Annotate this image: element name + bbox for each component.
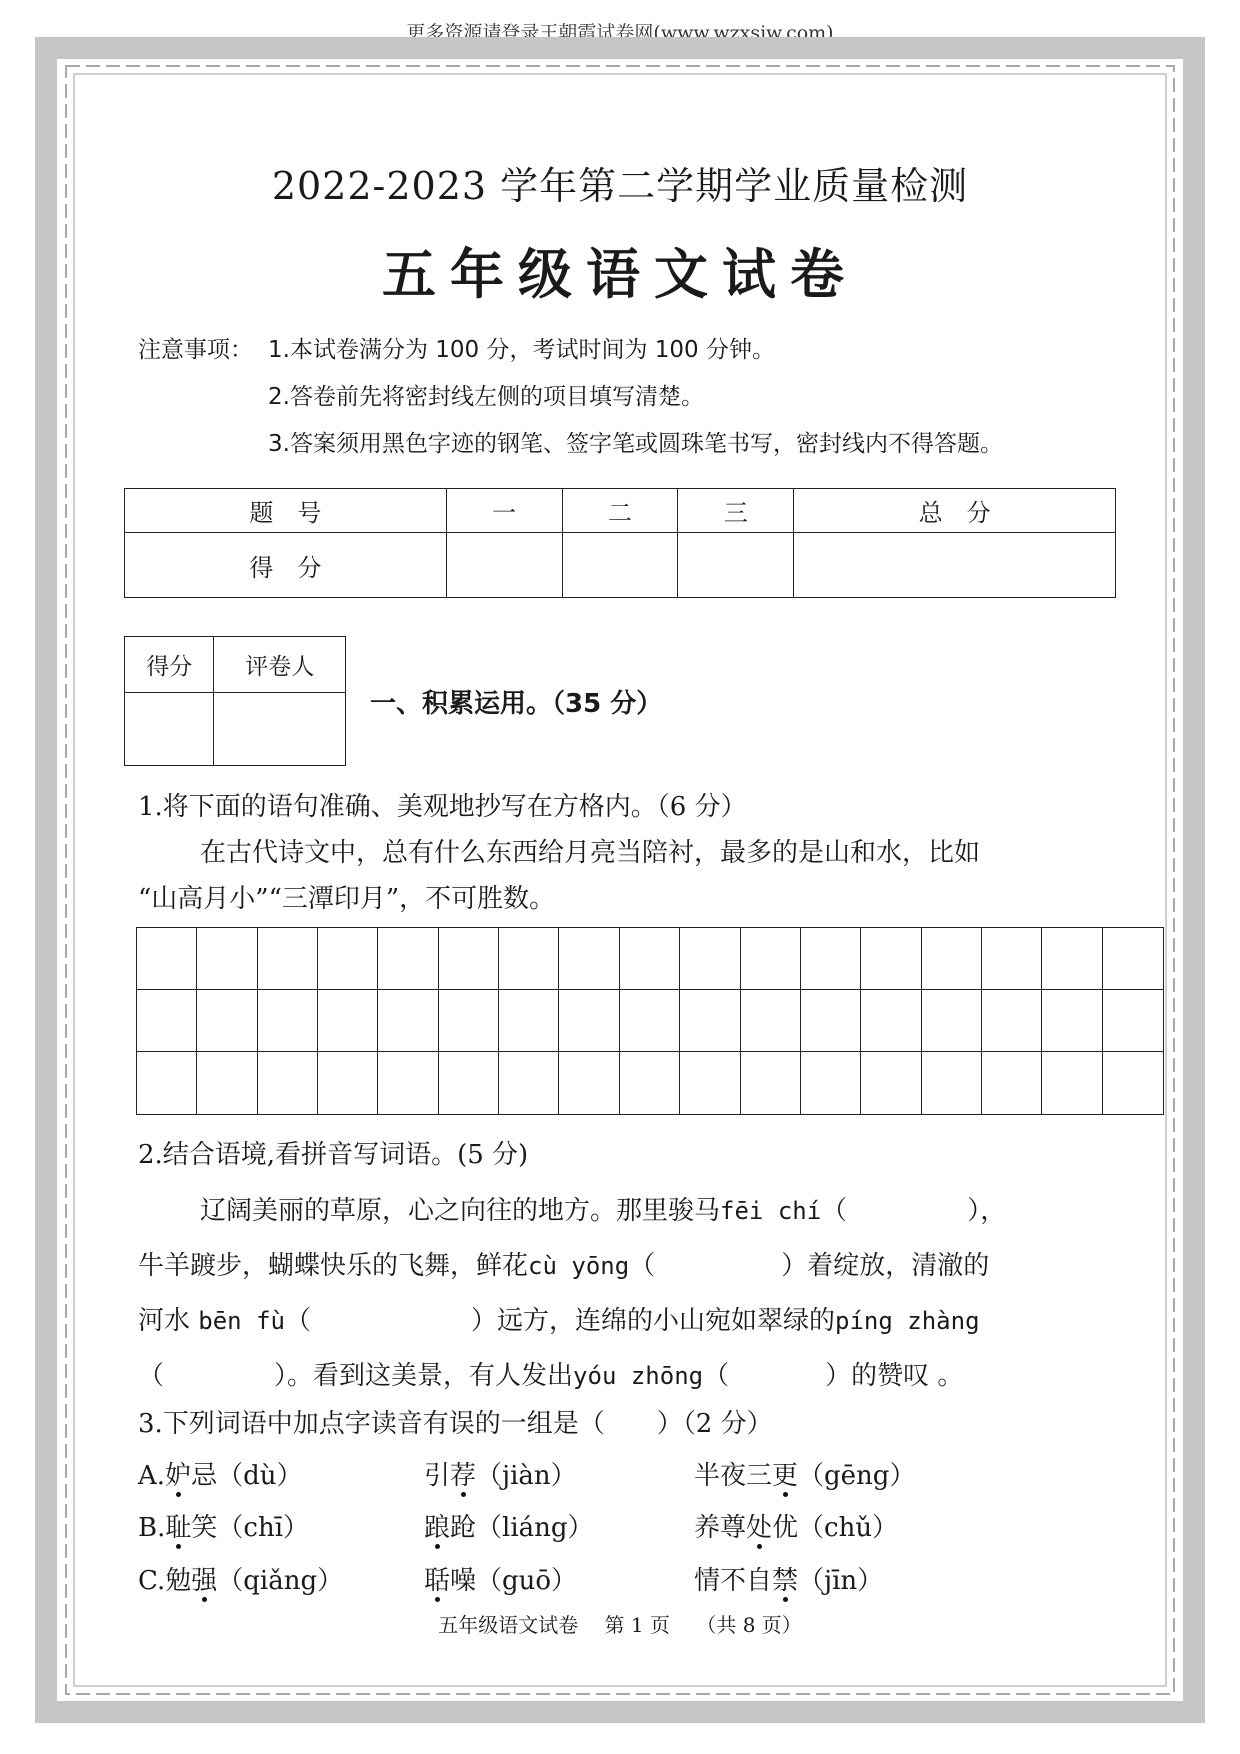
grader-box bbox=[124, 636, 346, 766]
option-c[interactable] bbox=[138, 1560, 343, 1597]
option-c-word3 bbox=[694, 1560, 883, 1597]
q2-text: 河水 bbox=[138, 1306, 191, 1336]
pinyin: cù yōng bbox=[528, 1252, 630, 1280]
score-table-score-row bbox=[125, 533, 1116, 598]
pinyin: bēn fù bbox=[198, 1307, 285, 1335]
option-word: 忌（dù） bbox=[191, 1461, 303, 1491]
score-input-cell[interactable] bbox=[562, 533, 678, 598]
option-c-word2 bbox=[424, 1560, 577, 1597]
q1-text-line: “山高月小”“三潭印月”，不可胜数。 bbox=[138, 884, 556, 914]
dotted-char: 处 bbox=[746, 1513, 773, 1543]
score-row-label: 得 分 bbox=[125, 533, 447, 598]
q2-text: 牛羊踱步，蝴蝶快乐的飞舞，鲜花 bbox=[138, 1251, 529, 1281]
q3-prompt: 3.下列词语中加点字读音有误的一组是（ ）（2 分） bbox=[138, 1409, 773, 1439]
writing-grid[interactable] bbox=[136, 927, 1164, 1115]
option-b-word3 bbox=[694, 1507, 898, 1544]
option-letter: C. bbox=[138, 1566, 166, 1596]
option-word: 笑（chī） bbox=[191, 1513, 310, 1543]
q2-text: 。看到这美景，有人发出 bbox=[287, 1361, 574, 1391]
dotted-char: 更 bbox=[772, 1461, 799, 1491]
option-word: （qiǎng） bbox=[217, 1566, 344, 1596]
option-word: （gēng） bbox=[798, 1461, 916, 1491]
dotted-char: 强 bbox=[191, 1566, 218, 1596]
score-input-cell[interactable] bbox=[446, 533, 562, 598]
q2-text: 远方，连绵的小山宛如翠绿的 bbox=[497, 1306, 836, 1336]
score-header-cell: 题 号 bbox=[125, 489, 447, 533]
pinyin: píng zhàng bbox=[835, 1307, 980, 1335]
dotted-char: 禁 bbox=[772, 1566, 799, 1596]
score-header-cell: 总 分 bbox=[794, 489, 1116, 533]
q2-text: 的赞叹 。 bbox=[851, 1361, 964, 1391]
q2-prompt: 2.结合语境,看拼音写词语。(5 分) bbox=[138, 1140, 529, 1170]
option-word: （jiàn） bbox=[476, 1461, 577, 1491]
score-header-cell: 一 bbox=[446, 489, 562, 533]
option-word: 噪（guō） bbox=[450, 1566, 578, 1596]
dotted-char: 荐 bbox=[450, 1461, 477, 1491]
dotted-char: 耻 bbox=[165, 1513, 192, 1543]
option-word: 跄（liáng） bbox=[450, 1513, 594, 1543]
option-word: 养尊 bbox=[694, 1513, 747, 1543]
score-table bbox=[124, 488, 1116, 598]
dotted-char: 聒 bbox=[424, 1566, 451, 1596]
q2-text: 着绽放，清澈的 bbox=[807, 1251, 990, 1281]
option-word: 情不自 bbox=[694, 1566, 773, 1596]
option-b-word2 bbox=[424, 1507, 594, 1544]
option-word: （jīn） bbox=[798, 1566, 884, 1596]
option-word: 引 bbox=[424, 1461, 451, 1491]
q2-text: 辽阔美丽的草原，心之向往的地方。那里骏马 bbox=[200, 1196, 721, 1226]
grader-score-cell[interactable] bbox=[125, 693, 214, 766]
dotted-char: 妒 bbox=[165, 1461, 192, 1491]
option-word: 半夜三 bbox=[694, 1461, 773, 1491]
option-b[interactable] bbox=[138, 1507, 309, 1544]
exam-subtitle: 五年级语文试卷 bbox=[382, 243, 858, 306]
pinyin: fēi chí bbox=[720, 1197, 822, 1225]
page-footer: 五年级语文试卷 第 1 页 （共 8 页） bbox=[438, 1613, 802, 1637]
note-item: 1.本试卷满分为 100 分，考试时间为 100 分钟。 bbox=[268, 337, 775, 363]
q2-line: （ ）。看到这美景，有人发出yóu zhōng（ ）的赞叹 。 bbox=[138, 1361, 964, 1391]
grader-name-label: 评卷人 bbox=[214, 637, 346, 693]
q2-line: 牛羊踱步，蝴蝶快乐的飞舞，鲜花cù yōng（ ）着绽放，清澈的 bbox=[138, 1251, 990, 1281]
q1-prompt: 1.将下面的语句准确、美观地抄写在方格内。（6 分） bbox=[138, 792, 747, 822]
note-item: 3.答案须用黑色字迹的钢笔、签字笔或圆珠笔书写，密封线内不得答题。 bbox=[268, 431, 1003, 457]
grader-name-cell[interactable] bbox=[214, 693, 346, 766]
option-word: 优（chǔ） bbox=[772, 1513, 899, 1543]
option-a-word2 bbox=[424, 1455, 577, 1492]
q1-text-line: 在古代诗文中，总有什么东西给月亮当陪衬，最多的是山和水，比如 bbox=[200, 838, 981, 868]
option-a[interactable] bbox=[138, 1455, 302, 1492]
option-word: 勉 bbox=[165, 1566, 192, 1596]
score-table-header-row bbox=[125, 489, 1116, 533]
score-input-cell[interactable] bbox=[794, 533, 1116, 598]
score-header-cell: 三 bbox=[678, 489, 794, 533]
watermark: 更多资源请登录王朝霞试卷网(www.wzxsjw.com) bbox=[406, 22, 834, 44]
option-letter: A. bbox=[138, 1461, 166, 1491]
q2-line: 河水 bēn fù（ ）远方，连绵的小山宛如翠绿的píng zhàng bbox=[138, 1306, 980, 1336]
option-letter: B. bbox=[138, 1513, 166, 1543]
dotted-char: 踉 bbox=[424, 1513, 451, 1543]
notes-label: 注意事项： bbox=[138, 337, 253, 363]
pinyin: yóu zhōng bbox=[573, 1362, 704, 1390]
section-1-title: 一、积累运用。（35 分） bbox=[370, 689, 663, 719]
score-header-cell: 二 bbox=[562, 489, 678, 533]
option-a-word3 bbox=[694, 1455, 915, 1492]
exam-title: 2022-2023 学年第二学期学业质量检测 bbox=[271, 164, 969, 208]
grader-score-label: 得分 bbox=[125, 637, 214, 693]
score-input-cell[interactable] bbox=[678, 533, 794, 598]
q2-line: 辽阔美丽的草原，心之向往的地方。那里骏马fēi chí（ ）， bbox=[200, 1196, 1007, 1226]
note-item: 2.答卷前先将密封线左侧的项目填写清楚。 bbox=[268, 384, 704, 410]
